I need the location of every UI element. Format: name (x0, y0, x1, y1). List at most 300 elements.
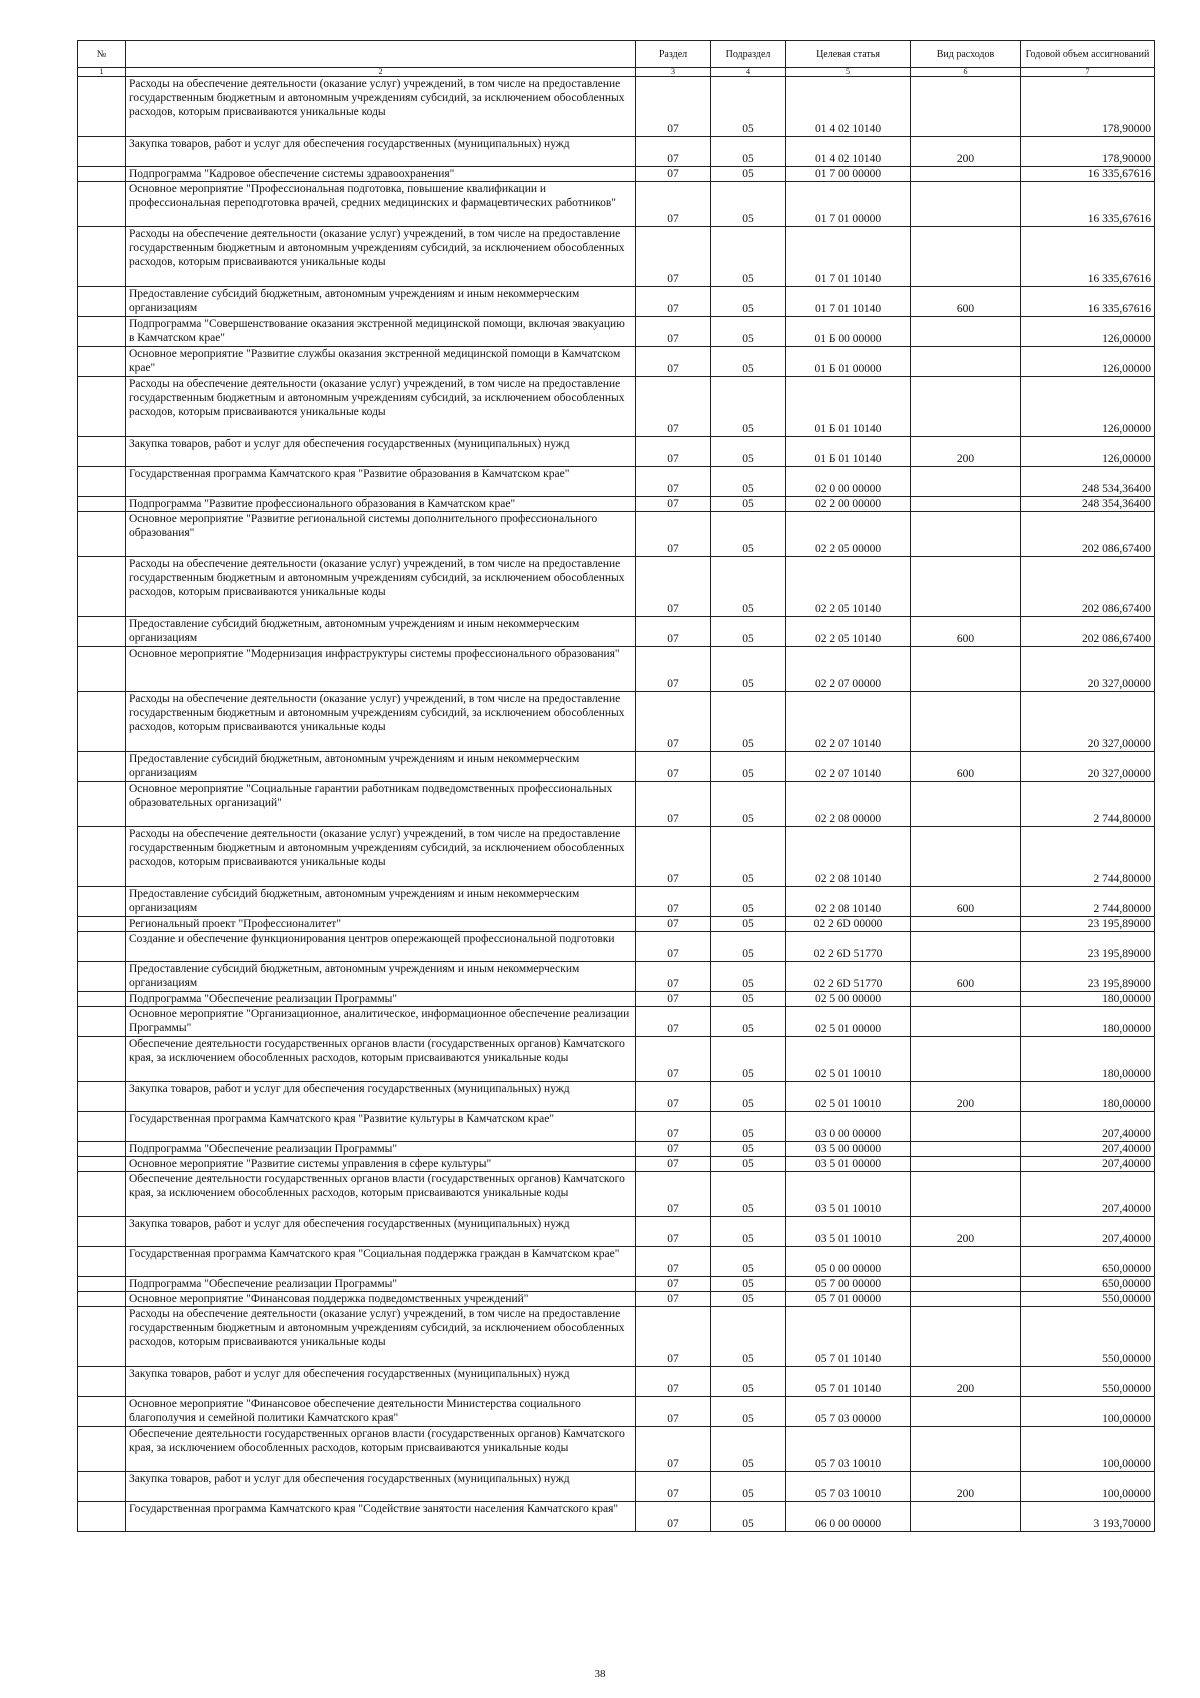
amount-cell: 180,00000 (1021, 992, 1155, 1007)
table-row (78, 377, 1155, 437)
expense-name-cell: Государственная программа Камчатского края "Развитие образования в Камчатском крае" (126, 467, 636, 497)
expense-type-cell (911, 692, 1021, 752)
expense-type-cell: 200 (911, 437, 1021, 467)
table-row (78, 1277, 1155, 1292)
table-row (78, 1172, 1155, 1217)
target-article-cell: 02 2 07 00000 (786, 647, 911, 692)
expense-type-cell (911, 1277, 1021, 1292)
target-article-cell: 03 5 01 10010 (786, 1172, 911, 1217)
section-cell: 07 (636, 1277, 711, 1292)
section-cell: 07 (636, 1307, 711, 1367)
amount-cell: 126,00000 (1021, 317, 1155, 347)
expense-type-cell (911, 512, 1021, 557)
amount-cell: 23 195,89000 (1021, 932, 1155, 962)
section-cell: 07 (636, 962, 711, 992)
section-cell: 07 (636, 1217, 711, 1247)
row-number-cell (78, 1142, 126, 1157)
expense-type-cell (911, 167, 1021, 182)
section-cell: 07 (636, 752, 711, 782)
row-number-cell (78, 932, 126, 962)
target-article-cell: 03 5 01 10010 (786, 1217, 911, 1247)
target-article-cell: 01 Б 01 10140 (786, 437, 911, 467)
expense-type-cell (911, 182, 1021, 227)
target-article-cell: 01 4 02 10140 (786, 77, 911, 137)
table-row (78, 1367, 1155, 1397)
expense-name-cell: Закупка товаров, работ и услуг для обеспечения государственных (муниципальных) нужд (126, 1367, 636, 1397)
table-row (78, 1502, 1155, 1532)
row-number-cell (78, 647, 126, 692)
amount-cell: 202 086,67400 (1021, 512, 1155, 557)
column-number: 6 (911, 68, 1021, 77)
table-row (78, 782, 1155, 827)
header-expense-type: Вид расходов (911, 41, 1021, 68)
expense-type-cell (911, 467, 1021, 497)
row-number-cell (78, 1007, 126, 1037)
row-number-cell (78, 557, 126, 617)
header-section: Раздел (636, 41, 711, 68)
target-article-cell: 01 Б 01 10140 (786, 377, 911, 437)
target-article-cell: 01 7 01 10140 (786, 227, 911, 287)
subsection-cell: 05 (711, 377, 786, 437)
subsection-cell: 05 (711, 1037, 786, 1082)
section-cell: 07 (636, 347, 711, 377)
section-cell: 07 (636, 1157, 711, 1172)
page-number: 38 (594, 1668, 606, 1680)
target-article-cell: 06 0 00 00000 (786, 1502, 911, 1532)
section-cell: 07 (636, 512, 711, 557)
expense-type-cell (911, 1037, 1021, 1082)
row-number-cell (78, 1247, 126, 1277)
expense-name-cell: Закупка товаров, работ и услуг для обеспечения государственных (муниципальных) нужд (126, 1082, 636, 1112)
table-row (78, 1472, 1155, 1502)
section-cell: 07 (636, 227, 711, 287)
expense-name-cell: Закупка товаров, работ и услуг для обеспечения государственных (муниципальных) нужд (126, 437, 636, 467)
expense-name-cell: Государственная программа Камчатского края "Содействие занятости населения Камчатского края" (126, 1502, 636, 1532)
amount-cell: 16 335,67616 (1021, 182, 1155, 227)
expense-name-cell: Расходы на обеспечение деятельности (оказание услуг) учреждений, в том числе на предоставление государственным бюджетным и автономным учреждениям субсидий, за исключением обособленных расходов, которым присваиваются уникальные коды (126, 227, 636, 287)
expense-type-cell: 200 (911, 1082, 1021, 1112)
target-article-cell: 02 2 08 00000 (786, 782, 911, 827)
header-subsection: Подраздел (711, 41, 786, 68)
row-number-cell (78, 1112, 126, 1142)
table-row (78, 437, 1155, 467)
column-number: 5 (786, 68, 911, 77)
expense-type-cell (911, 227, 1021, 287)
column-number: 1 (78, 68, 126, 77)
target-article-cell: 02 2 07 10140 (786, 692, 911, 752)
expense-name-cell: Предоставление субсидий бюджетным, автономным учреждениям и иным некоммерческим организациям (126, 962, 636, 992)
row-number-cell (78, 1277, 126, 1292)
subsection-cell: 05 (711, 932, 786, 962)
subsection-cell: 05 (711, 782, 786, 827)
subsection-cell: 05 (711, 77, 786, 137)
expense-type-cell (911, 1397, 1021, 1427)
expense-name-cell: Предоставление субсидий бюджетным, автономным учреждениям и иным некоммерческим организациям (126, 617, 636, 647)
row-number-cell (78, 887, 126, 917)
target-article-cell: 01 7 01 10140 (786, 287, 911, 317)
expense-type-cell (911, 1247, 1021, 1277)
section-cell: 07 (636, 167, 711, 182)
column-number-row (78, 68, 1155, 77)
table-row (78, 287, 1155, 317)
amount-cell: 100,00000 (1021, 1427, 1155, 1472)
expense-name-cell: Обеспечение деятельности государственных органов власти (государственных органов) Камчатского края, за исключением обособленных расходов, которым присваиваются уникальные коды (126, 1172, 636, 1217)
expense-type-cell: 600 (911, 962, 1021, 992)
expense-type-cell: 600 (911, 752, 1021, 782)
subsection-cell: 05 (711, 557, 786, 617)
row-number-cell (78, 782, 126, 827)
column-number: 4 (711, 68, 786, 77)
subsection-cell: 05 (711, 137, 786, 167)
section-cell: 07 (636, 137, 711, 167)
row-number-cell (78, 917, 126, 932)
subsection-cell: 05 (711, 287, 786, 317)
expense-name-cell: Закупка товаров, работ и услуг для обеспечения государственных (муниципальных) нужд (126, 1217, 636, 1247)
expense-type-cell (911, 377, 1021, 437)
table-row (78, 182, 1155, 227)
subsection-cell: 05 (711, 752, 786, 782)
expense-type-cell (911, 1172, 1021, 1217)
section-cell: 07 (636, 1142, 711, 1157)
column-number: 3 (636, 68, 711, 77)
target-article-cell: 02 2 05 00000 (786, 512, 911, 557)
expense-type-cell: 200 (911, 137, 1021, 167)
table-row (78, 647, 1155, 692)
target-article-cell: 02 2 00 00000 (786, 497, 911, 512)
row-number-cell (78, 1157, 126, 1172)
subsection-cell: 05 (711, 1172, 786, 1217)
table-row (78, 1082, 1155, 1112)
section-cell: 07 (636, 557, 711, 617)
amount-cell: 100,00000 (1021, 1472, 1155, 1502)
subsection-cell: 05 (711, 1367, 786, 1397)
subsection-cell: 05 (711, 437, 786, 467)
expense-type-cell (911, 647, 1021, 692)
expense-type-cell (911, 1427, 1021, 1472)
section-cell: 07 (636, 287, 711, 317)
target-article-cell: 02 2 05 10140 (786, 617, 911, 647)
expense-type-cell (911, 932, 1021, 962)
subsection-cell: 05 (711, 692, 786, 752)
table-row (78, 1142, 1155, 1157)
row-number-cell (78, 497, 126, 512)
row-number-cell (78, 1307, 126, 1367)
expense-name-cell: Государственная программа Камчатского края "Социальная поддержка граждан в Камчатском крае" (126, 1247, 636, 1277)
target-article-cell: 01 4 02 10140 (786, 137, 911, 167)
amount-cell: 550,00000 (1021, 1292, 1155, 1307)
table-row (78, 932, 1155, 962)
row-number-cell (78, 992, 126, 1007)
row-number-cell (78, 1367, 126, 1397)
subsection-cell: 05 (711, 1472, 786, 1502)
target-article-cell: 05 7 03 10010 (786, 1472, 911, 1502)
expense-name-cell: Основное мероприятие "Развитие службы оказания экстренной медицинской помощи в Камчатском крае" (126, 347, 636, 377)
subsection-cell: 05 (711, 827, 786, 887)
expense-name-cell: Региональный проект "Профессионалитет" (126, 917, 636, 932)
subsection-cell: 05 (711, 1142, 786, 1157)
subsection-cell: 05 (711, 1397, 786, 1427)
table-row (78, 887, 1155, 917)
row-number-cell (78, 377, 126, 437)
expense-name-cell: Подпрограмма "Кадровое обеспечение системы здравоохранения" (126, 167, 636, 182)
header-number: № (78, 41, 126, 68)
table-row (78, 1397, 1155, 1427)
amount-cell: 178,90000 (1021, 137, 1155, 167)
subsection-cell: 05 (711, 467, 786, 497)
amount-cell: 207,40000 (1021, 1217, 1155, 1247)
row-number-cell (78, 347, 126, 377)
subsection-cell: 05 (711, 1082, 786, 1112)
section-cell: 07 (636, 377, 711, 437)
subsection-cell: 05 (711, 1427, 786, 1472)
amount-cell: 207,40000 (1021, 1157, 1155, 1172)
target-article-cell: 02 2 08 10140 (786, 887, 911, 917)
amount-cell: 207,40000 (1021, 1142, 1155, 1157)
target-article-cell: 05 7 01 00000 (786, 1292, 911, 1307)
row-number-cell (78, 437, 126, 467)
subsection-cell: 05 (711, 182, 786, 227)
section-cell: 07 (636, 782, 711, 827)
amount-cell: 3 193,70000 (1021, 1502, 1155, 1532)
table-row (78, 1292, 1155, 1307)
target-article-cell: 05 7 03 00000 (786, 1397, 911, 1427)
expense-type-cell (911, 1307, 1021, 1367)
expense-type-cell (911, 497, 1021, 512)
amount-cell: 2 744,80000 (1021, 887, 1155, 917)
section-cell: 07 (636, 1247, 711, 1277)
section-cell: 07 (636, 647, 711, 692)
amount-cell: 650,00000 (1021, 1247, 1155, 1277)
row-number-cell (78, 317, 126, 347)
row-number-cell (78, 1427, 126, 1472)
subsection-cell: 05 (711, 1157, 786, 1172)
target-article-cell: 05 0 00 00000 (786, 1247, 911, 1277)
table-row (78, 77, 1155, 137)
row-number-cell (78, 1217, 126, 1247)
table-row (78, 557, 1155, 617)
amount-cell: 202 086,67400 (1021, 617, 1155, 647)
table-row (78, 692, 1155, 752)
expense-name-cell: Подпрограмма "Обеспечение реализации Программы" (126, 1142, 636, 1157)
expense-type-cell (911, 1157, 1021, 1172)
expense-name-cell: Основное мероприятие "Профессиональная подготовка, повышение квалификации и профессиональная переподготовка врачей, средних медицинских и фармацевтических работников" (126, 182, 636, 227)
expense-type-cell (911, 1007, 1021, 1037)
expense-type-cell (911, 557, 1021, 617)
table-row (78, 1307, 1155, 1367)
table-row (78, 167, 1155, 182)
expense-type-cell (911, 77, 1021, 137)
amount-cell: 207,40000 (1021, 1172, 1155, 1217)
subsection-cell: 05 (711, 512, 786, 557)
expense-type-cell (911, 1112, 1021, 1142)
row-number-cell (78, 827, 126, 887)
expense-name-cell: Подпрограмма "Совершенствование оказания экстренной медицинской помощи, включая эвакуацию в Камчатском крае" (126, 317, 636, 347)
expense-name-cell: Предоставление субсидий бюджетным, автономным учреждениям и иным некоммерческим организациям (126, 287, 636, 317)
target-article-cell: 05 7 01 10140 (786, 1367, 911, 1397)
expense-type-cell: 200 (911, 1367, 1021, 1397)
amount-cell: 180,00000 (1021, 1007, 1155, 1037)
target-article-cell: 03 0 00 00000 (786, 1112, 911, 1142)
target-article-cell: 02 2 6D 51770 (786, 962, 911, 992)
target-article-cell: 02 2 6D 51770 (786, 932, 911, 962)
section-cell: 07 (636, 617, 711, 647)
section-cell: 07 (636, 317, 711, 347)
expense-type-cell (911, 782, 1021, 827)
subsection-cell: 05 (711, 317, 786, 347)
section-cell: 07 (636, 497, 711, 512)
table-row (78, 1112, 1155, 1142)
section-cell: 07 (636, 1502, 711, 1532)
amount-cell: 23 195,89000 (1021, 962, 1155, 992)
expense-name-cell: Закупка товаров, работ и услуг для обеспечения государственных (муниципальных) нужд (126, 1472, 636, 1502)
target-article-cell: 02 2 05 10140 (786, 557, 911, 617)
expense-name-cell: Предоставление субсидий бюджетным, автономным учреждениям и иным некоммерческим организациям (126, 887, 636, 917)
section-cell: 07 (636, 467, 711, 497)
amount-cell: 202 086,67400 (1021, 557, 1155, 617)
table-row (78, 917, 1155, 932)
row-number-cell (78, 1292, 126, 1307)
section-cell: 07 (636, 1007, 711, 1037)
expense-name-cell: Расходы на обеспечение деятельности (оказание услуг) учреждений, в том числе на предоставление государственным бюджетным и автономным учреждениям субсидий, за исключением обособленных расходов, которым присваиваются уникальные коды (126, 1307, 636, 1367)
target-article-cell: 03 5 01 00000 (786, 1157, 911, 1172)
expense-type-cell (911, 347, 1021, 377)
budget-table (77, 40, 1155, 1532)
subsection-cell: 05 (711, 992, 786, 1007)
expense-type-cell (911, 1292, 1021, 1307)
table-row (78, 227, 1155, 287)
expense-name-cell: Основное мероприятие "Развитие системы управления в сфере культуры" (126, 1157, 636, 1172)
amount-cell: 20 327,00000 (1021, 752, 1155, 782)
table-row (78, 1247, 1155, 1277)
subsection-cell: 05 (711, 1007, 786, 1037)
expense-type-cell (911, 1502, 1021, 1532)
amount-cell: 178,90000 (1021, 77, 1155, 137)
amount-cell: 180,00000 (1021, 1037, 1155, 1082)
amount-cell: 16 335,67616 (1021, 227, 1155, 287)
section-cell: 07 (636, 182, 711, 227)
target-article-cell: 02 2 6D 00000 (786, 917, 911, 932)
expense-name-cell: Предоставление субсидий бюджетным, автономным учреждениям и иным некоммерческим организациям (126, 752, 636, 782)
subsection-cell: 05 (711, 962, 786, 992)
subsection-cell: 05 (711, 647, 786, 692)
row-number-cell (78, 77, 126, 137)
amount-cell: 20 327,00000 (1021, 647, 1155, 692)
expense-name-cell: Расходы на обеспечение деятельности (оказание услуг) учреждений, в том числе на предоставление государственным бюджетным и автономным учреждениям субсидий, за исключением обособленных расходов, которым присваиваются уникальные коды (126, 377, 636, 437)
expense-type-cell: 200 (911, 1217, 1021, 1247)
amount-cell: 180,00000 (1021, 1082, 1155, 1112)
target-article-cell: 01 Б 00 00000 (786, 317, 911, 347)
table-row (78, 962, 1155, 992)
expense-name-cell: Создание и обеспечение функционирования центров опережающей профессиональной подготовки (126, 932, 636, 962)
target-article-cell: 03 5 00 00000 (786, 1142, 911, 1157)
table-row (78, 1037, 1155, 1082)
amount-cell: 550,00000 (1021, 1367, 1155, 1397)
target-article-cell: 02 5 01 00000 (786, 1007, 911, 1037)
expense-name-cell: Подпрограмма "Обеспечение реализации Программы" (126, 992, 636, 1007)
subsection-cell: 05 (711, 1112, 786, 1142)
row-number-cell (78, 167, 126, 182)
section-cell: 07 (636, 932, 711, 962)
target-article-cell: 02 5 00 00000 (786, 992, 911, 1007)
expense-name-cell: Обеспечение деятельности государственных органов власти (государственных органов) Камчатского края, за исключением обособленных расходов, которым присваиваются уникальные коды (126, 1427, 636, 1472)
amount-cell: 100,00000 (1021, 1397, 1155, 1427)
table-row (78, 1427, 1155, 1472)
table-row (78, 512, 1155, 557)
table-row (78, 1157, 1155, 1172)
expense-type-cell: 600 (911, 887, 1021, 917)
section-cell: 07 (636, 1082, 711, 1112)
subsection-cell: 05 (711, 1307, 786, 1367)
section-cell: 07 (636, 992, 711, 1007)
row-number-cell (78, 1037, 126, 1082)
table-row (78, 617, 1155, 647)
amount-cell: 16 335,67616 (1021, 167, 1155, 182)
table-row (78, 317, 1155, 347)
row-number-cell (78, 1397, 126, 1427)
amount-cell: 126,00000 (1021, 437, 1155, 467)
subsection-cell: 05 (711, 1217, 786, 1247)
column-number: 2 (126, 68, 636, 77)
expense-type-cell (911, 992, 1021, 1007)
expense-name-cell: Государственная программа Камчатского края "Развитие культуры в Камчатском крае" (126, 1112, 636, 1142)
row-number-cell (78, 1172, 126, 1217)
amount-cell: 248 354,36400 (1021, 497, 1155, 512)
target-article-cell: 02 2 08 10140 (786, 827, 911, 887)
target-article-cell: 05 7 00 00000 (786, 1277, 911, 1292)
section-cell: 07 (636, 1172, 711, 1217)
expense-name-cell: Основное мероприятие "Финансовая поддержка подведомственных учреждений" (126, 1292, 636, 1307)
expense-name-cell: Подпрограмма "Обеспечение реализации Программы" (126, 1277, 636, 1292)
expense-name-cell: Основное мероприятие "Развитие региональной системы дополнительного профессионального образования" (126, 512, 636, 557)
section-cell: 07 (636, 437, 711, 467)
section-cell: 07 (636, 1427, 711, 1472)
expense-name-cell: Основное мероприятие "Финансовое обеспечение деятельности Министерства социального благополучия и семейной политики Камчатского края" (126, 1397, 636, 1427)
target-article-cell: 01 7 01 00000 (786, 182, 911, 227)
amount-cell: 248 534,36400 (1021, 467, 1155, 497)
expense-name-cell: Расходы на обеспечение деятельности (оказание услуг) учреждений, в том числе на предоставление государственным бюджетным и автономным учреждениям субсидий, за исключением обособленных расходов, которым присваиваются уникальные коды (126, 77, 636, 137)
table-row (78, 497, 1155, 512)
subsection-cell: 05 (711, 1502, 786, 1532)
subsection-cell: 05 (711, 347, 786, 377)
row-number-cell (78, 617, 126, 647)
amount-cell: 2 744,80000 (1021, 827, 1155, 887)
row-number-cell (78, 227, 126, 287)
row-number-cell (78, 1502, 126, 1532)
amount-cell: 20 327,00000 (1021, 692, 1155, 752)
expense-type-cell: 600 (911, 617, 1021, 647)
expense-name-cell: Обеспечение деятельности государственных органов власти (государственных органов) Камчатского края, за исключением обособленных расходов, которым присваиваются уникальные коды (126, 1037, 636, 1082)
header-target-article: Целевая статья (786, 41, 911, 68)
table-row (78, 467, 1155, 497)
subsection-cell: 05 (711, 167, 786, 182)
expense-name-cell: Основное мероприятие "Организационное, аналитическое, информационное обеспечение реализации Программы" (126, 1007, 636, 1037)
expense-name-cell: Расходы на обеспечение деятельности (оказание услуг) учреждений, в том числе на предоставление государственным бюджетным и автономным учреждениям субсидий, за исключением обособленных расходов, которым присваиваются уникальные коды (126, 557, 636, 617)
subsection-cell: 05 (711, 917, 786, 932)
row-number-cell (78, 137, 126, 167)
target-article-cell: 02 2 07 10140 (786, 752, 911, 782)
table-row (78, 752, 1155, 782)
amount-cell: 550,00000 (1021, 1307, 1155, 1367)
expense-type-cell: 200 (911, 1472, 1021, 1502)
subsection-cell: 05 (711, 227, 786, 287)
expense-name-cell: Основное мероприятие "Социальные гарантии работникам подведомственных профессиональных образовательных организаций" (126, 782, 636, 827)
expense-type-cell (911, 1142, 1021, 1157)
row-number-cell (78, 467, 126, 497)
budget-table-sheet (77, 40, 1154, 1532)
section-cell: 07 (636, 1037, 711, 1082)
table-row (78, 992, 1155, 1007)
section-cell: 07 (636, 917, 711, 932)
